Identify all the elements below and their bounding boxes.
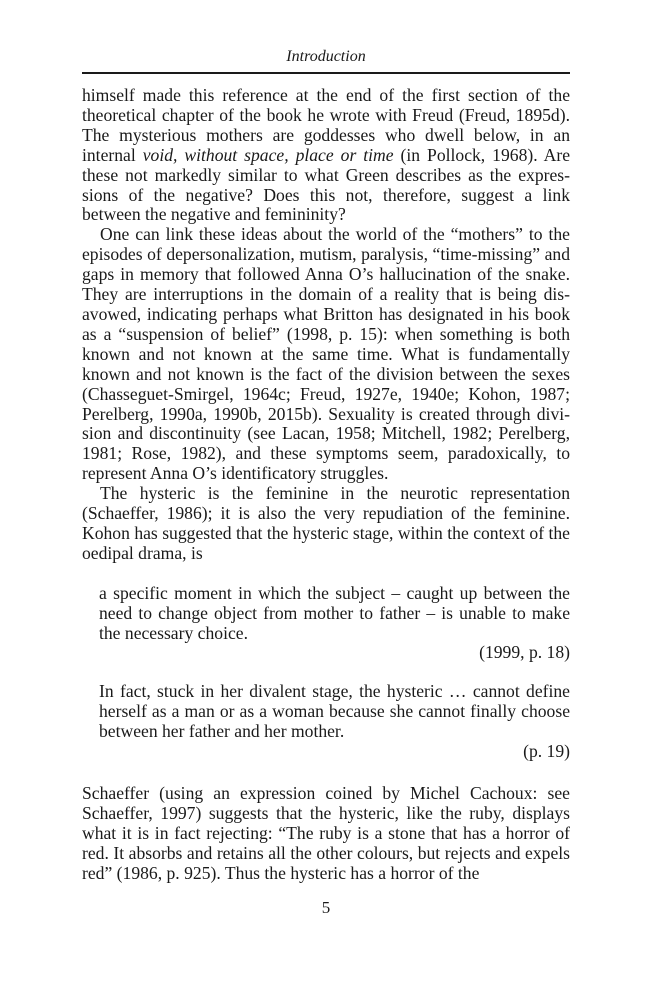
block-quote-1 [99, 584, 570, 664]
block-quote-1-text: a specific moment in which the subject – caught up between the need to change object from mother to father – is unable to make the necessary choice. [99, 582, 570, 643]
paragraph-1-part-2: (in Pollock, 1968). Are these not markedly similar to what Green describes as the expressions of the negative? Does this not, therefore, suggest a link between the negative and femininity? [82, 144, 571, 225]
paragraph-1 [82, 86, 570, 225]
spacer [82, 564, 570, 584]
running-head: Introduction [286, 48, 366, 65]
block-quote-2-text: In fact, stuck in her divalent stage, the hysteric … cannot define herself as a man or as a woman because she cannot finally choose between her father and her mother. [99, 681, 570, 742]
block-quote-2 [99, 682, 570, 762]
spacer [82, 762, 570, 784]
italic-phrase: void, without space, place or time [142, 144, 394, 165]
paragraph-1-part-1: himself made this reference at the end of the first section of the theoretical chapter of the book he wrote with Freud (Freud, 1895d). The mysterious mothers are goddesses who dwell below, in an internal [82, 85, 570, 165]
paragraph-4: Schaeffer (using an expression coined by Michel Cachoux: see Schaeffer, 1997) suggests that the hysteric, like the ruby, displays what it is in fact rejecting: “The ruby is a stone that has a horror of red. It absorbs and retains all the other colours, but rejects and expels red” (1986, p. 925). Thus the hysteric has a horror of the [82, 783, 570, 883]
header-rule [82, 72, 570, 74]
paragraph-2: One can link these ideas about the world of the “mothers” to the episodes of depersonalization, mutism, paralysis, “time-missing” and gaps in memory that followed Anna O’s hallucination of the snake. They are interruptions in the domain of a reality that is being disavowed, indicating perhaps what Britton has designated in his book as a “suspension of belief” (1998, p. 15): when something is both known and not known at the same time. What is fundamentally known and not known is the fact of the division between the sexes (Chasseguet-Smirgel, 1964c; Freud, 1927e, 1940e; Kohon, 1987; Perelberg, 1990a, 1990b, 2015b). Sexuality is created through division and discontinuity (see Lacan, 1958; Mitchell, 1982; Perelberg, 1981; Rose, 1982), and these symptoms seem, paradoxically, to represent Anna O’s identificatory struggles. [82, 224, 570, 484]
paragraph-3: The hysteric is the feminine in the neurotic representation (Schaeffer, 1986); it is also the very repudiation of the feminine. Kohon has suggested that the hysteric stage, within the context of the oedipal drama, is [82, 483, 570, 563]
body-text [82, 86, 570, 884]
page-number: 5 [321, 898, 331, 917]
citation-1: (1999, p. 18) [479, 642, 570, 663]
spacer [82, 663, 570, 682]
citation-2: (p. 19) [523, 741, 570, 762]
